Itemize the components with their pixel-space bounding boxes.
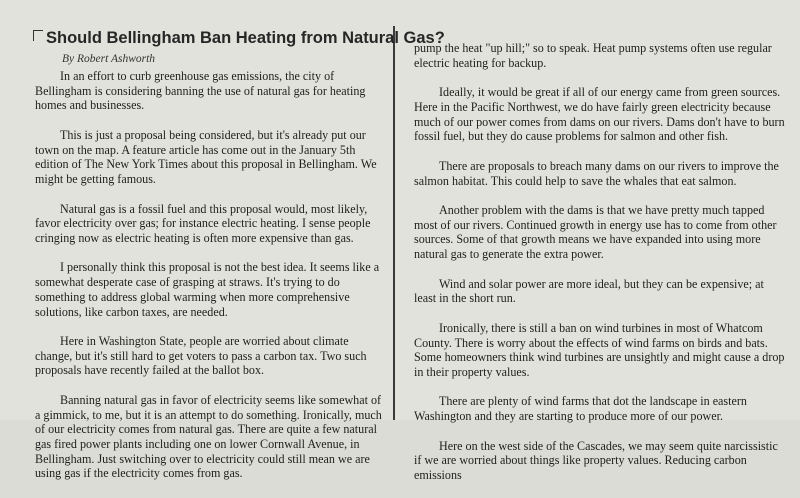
- paragraph: Here on the west side of the Cascades, we may seem quite narcissistic if we are worried about things like property values. Reducing carbon emissions: [414, 438, 778, 483]
- paragraph: Another problem with the dams is that we have pretty much tapped most of our rivers. Continued growth in energy use has to come from other sources. Some of that growth means we have expanded into using more natural gas to generate the extra power.: [414, 203, 777, 262]
- paragraph: There are plenty of wind farms that dot the landscape in eastern Washington and they are starting to produce more of our power.: [414, 394, 747, 424]
- paragraph: Wind and solar power are more ideal, but they can be expensive; at least in the short run.: [414, 276, 764, 306]
- right-column: [414, 41, 786, 498]
- paragraph: I personally think this proposal is not the best idea. It seems like a somewhat desperate case of grasping at straws. It's trying to do something to address global warming when more comprehensive solutions, like carbon taxes, are needed.: [35, 260, 380, 319]
- paragraph: In an effort to curb greenhouse gas emissions, the city of Bellingham is considering banning the use of natural gas for heating homes and businesses.: [35, 69, 366, 113]
- paragraph: This is just a proposal being considered, but it's already put our town on the map. A feature article has come out in the January 5th edition of The New York Times about this proposal in Bellingham. We might be getting famous.: [35, 127, 377, 187]
- paragraph: Banning natural gas in favor of electricity seems like somewhat of a gimmick, to me, but it is an attempt to do something. Ironically, much of our electricity comes from natural gas. There are quite a few natural gas fired power plants including one on lower Cornwall Avenue, in Bellingham. Just switching over to electricity could still mean we are using gas if the electricity comes from gas.: [35, 392, 382, 481]
- article-headline: Should Bellingham Ban Heating from Natural Gas?: [46, 29, 445, 47]
- left-column: [35, 69, 387, 496]
- paragraph: Here in Washington State, people are worried about climate change, but it's still hard to get voters to pass a carbon tax. Two such proposals have recently failed at the ballot box.: [35, 334, 367, 378]
- continued-paragraph: pump the heat "up hill;" so to speak. Heat pump systems often use regular electric heating for backup.: [414, 41, 772, 70]
- article-byline: By Robert Ashworth: [62, 53, 156, 65]
- headline-corner-rule: [33, 30, 43, 41]
- paragraph: There are proposals to breach many dams on our rivers to improve the salmon habitat. This could help to save the whales that eat salmon.: [414, 158, 779, 188]
- paragraph: Ideally, it would be great if all of our energy came from green sources. Here in the Pacific Northwest, we do have fairly green electricity because much of our power comes from dams on our rivers. Dams don't have to burn fossil fuel, but they do cause problems for salmon and other fish.: [414, 85, 785, 144]
- paragraph: Ironically, there is still a ban on wind turbines in most of Whatcom County. There is worry about the effects of wind farms on birds and bats. Some homeowners think wind turbines are unsightly and might cause a drop in their property values.: [414, 320, 785, 379]
- column-divider: [393, 26, 395, 420]
- paragraph: Natural gas is a fossil fuel and this proposal would, most likely, favor electricity over gas; for instance electric heating. I sense people cringing now as electric heating is often more expensive than gas.: [35, 201, 371, 245]
